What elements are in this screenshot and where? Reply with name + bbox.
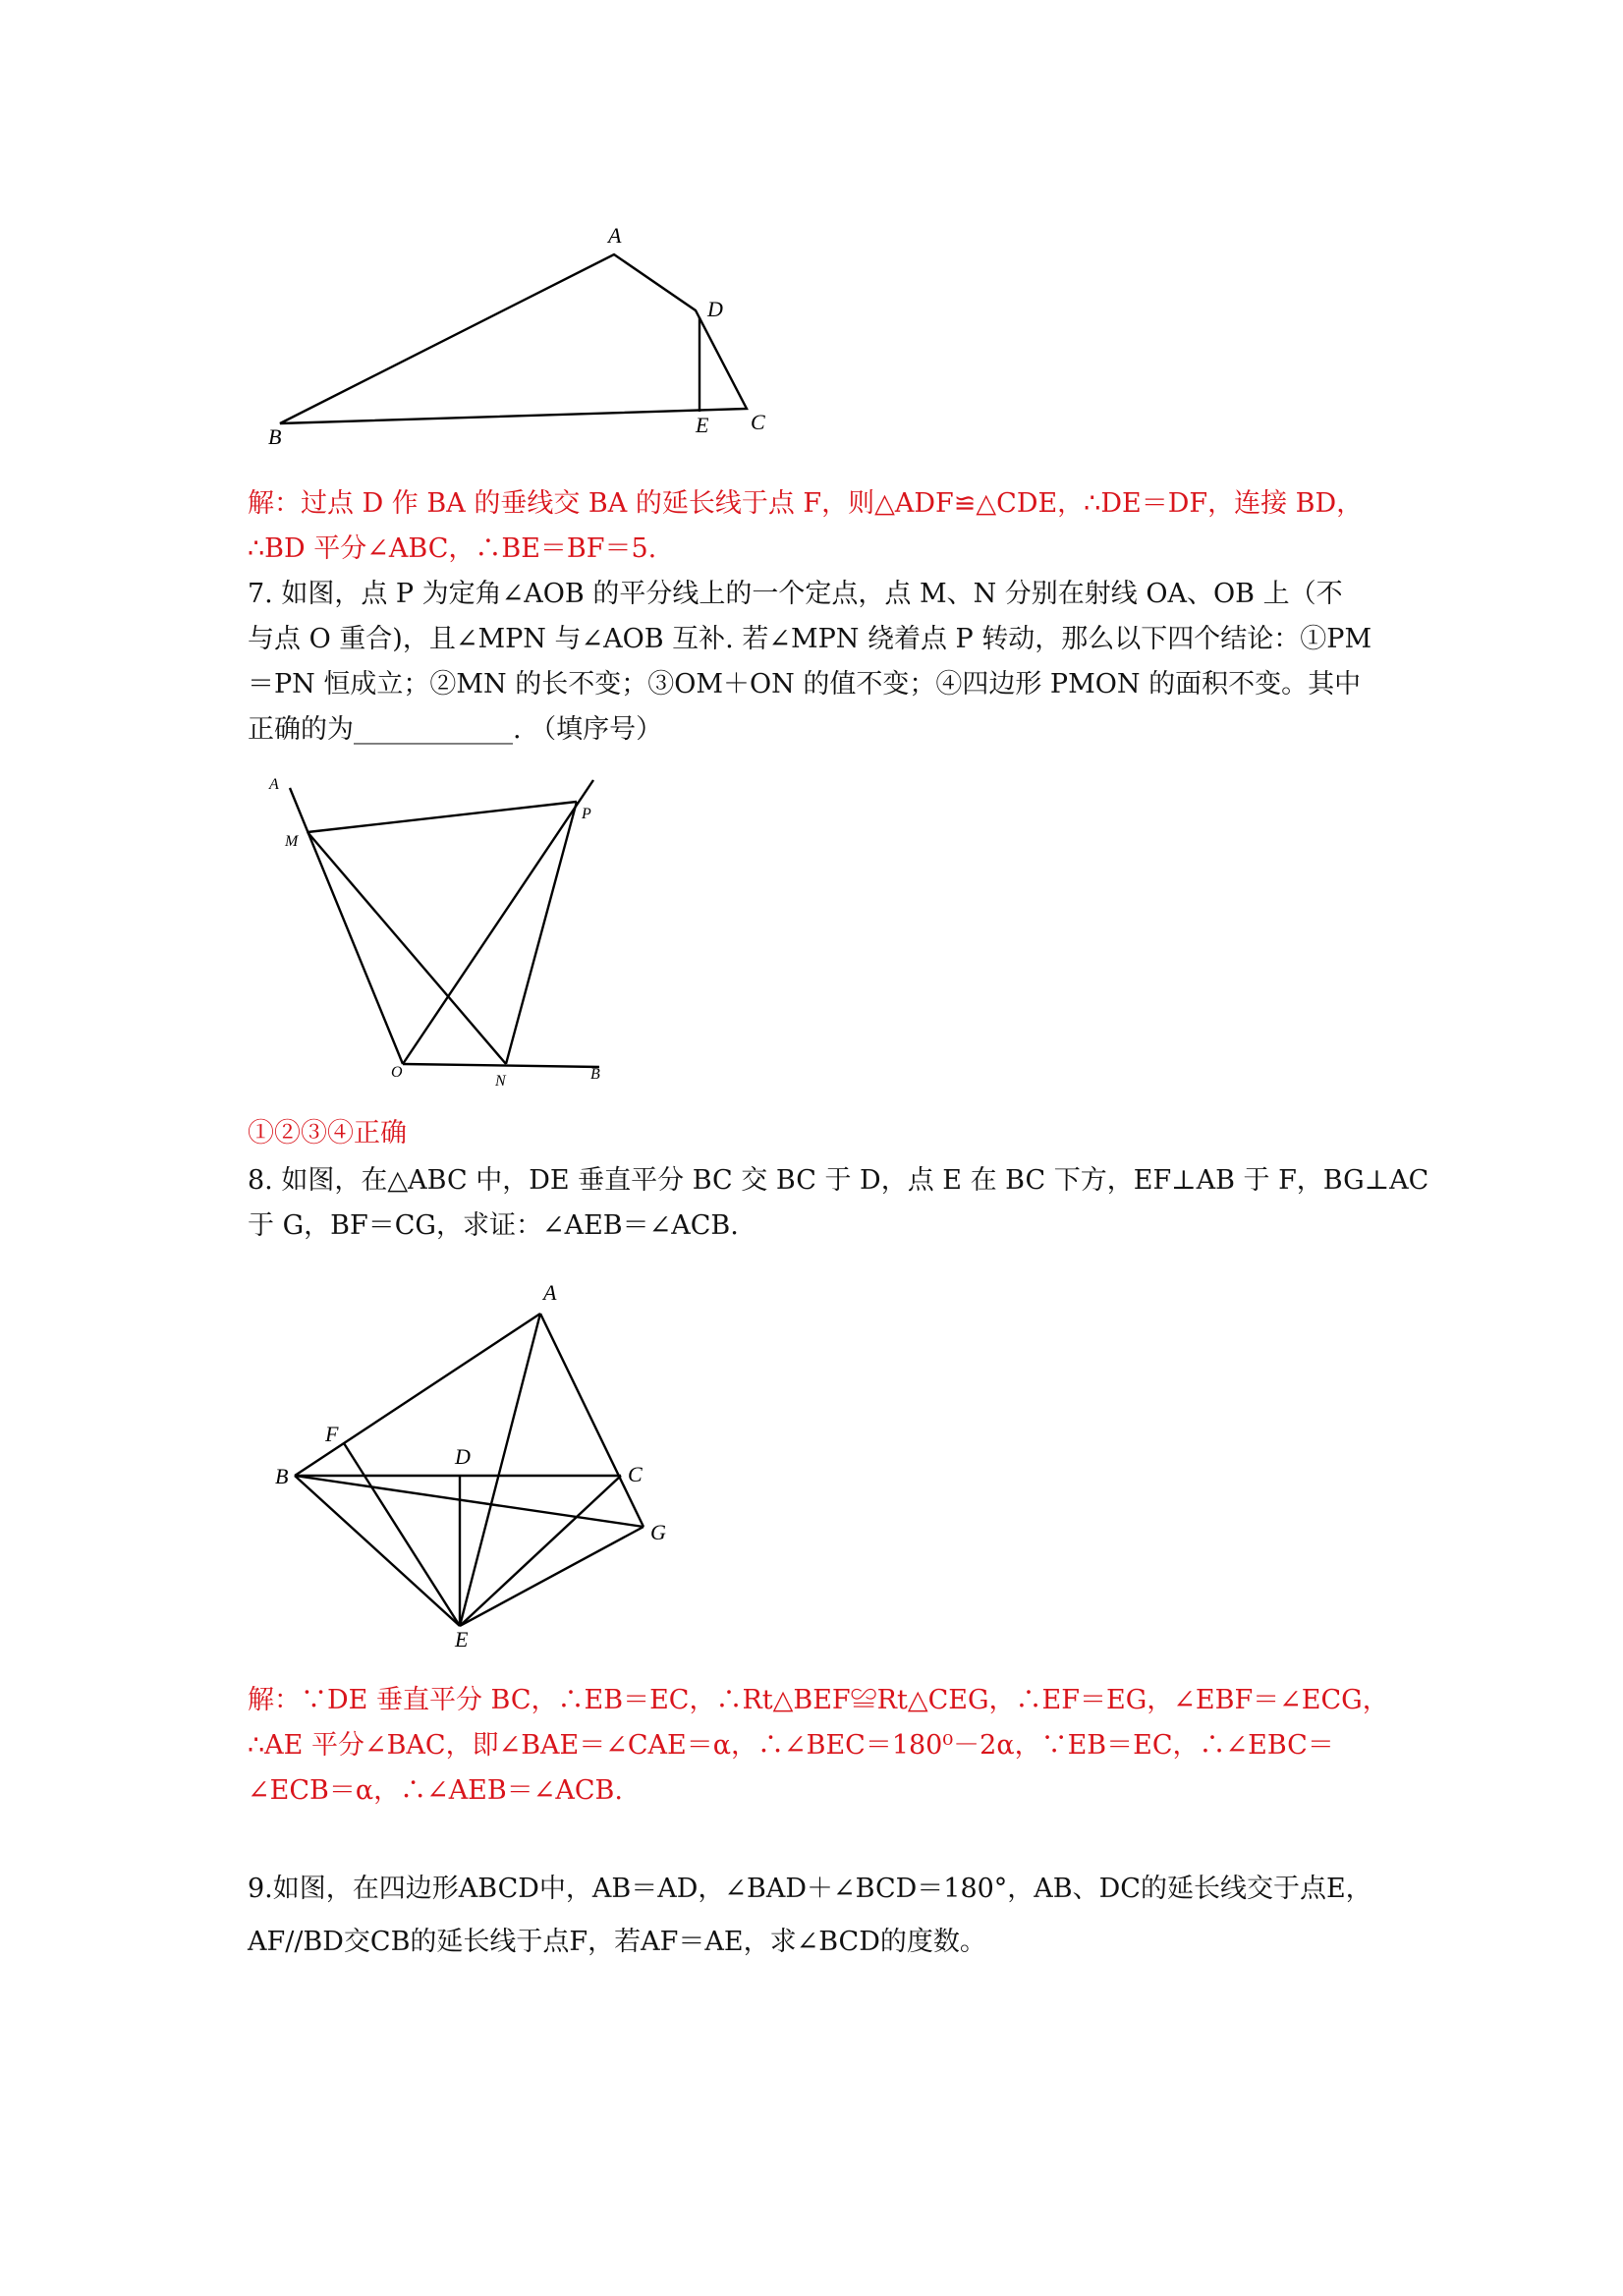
fig7-label-p: P — [582, 806, 591, 822]
solution-8-line-2: ∴AE 平分∠BAC，即∠BAE＝∠CAE＝α，∴∠BEC＝180⁰－2α，∵EB＝EC，∴∠EBC＝ — [248, 1730, 1334, 1761]
fig8-label-a: A — [543, 1280, 557, 1305]
fig7-label-a: A — [269, 776, 279, 793]
fig7-label-m: M — [285, 833, 299, 850]
fig7-label-n: N — [495, 1073, 506, 1090]
fig8-label-f: F — [325, 1422, 339, 1446]
figure-8-triangle — [265, 1277, 698, 1651]
figure-7-angle — [255, 766, 619, 1091]
solution-8-line-1: 解：∵DE 垂直平分 BC，∴EB＝EC，∴Rt△BEF≌Rt△CEG，∴EF＝EG，∠EBF＝∠ECG， — [248, 1685, 1389, 1715]
question-7-line-1: 7. 如图，点 P 为定角∠AOB 的平分线上的一个定点，点 M、N 分别在射线 OA、OB 上（不 — [248, 579, 1343, 609]
solution-6-line-2: ∴BD 平分∠ABC，∴BE＝BF＝5. — [248, 533, 657, 564]
fig6-label-d: D — [707, 297, 723, 321]
solution-8-line-3: ∠ECB＝α，∴∠AEB＝∠ACB. — [248, 1775, 623, 1806]
answer-7: ①②③④正确 — [248, 1118, 407, 1148]
question-9-line-1: 9.如图，在四边形ABCD中，AB＝AD，∠BAD＋∠BCD＝180°，AB、DC的延长线交于点E， — [248, 1874, 1372, 1904]
fig8-label-c: C — [628, 1462, 643, 1486]
question-9-line-2: AF//BD交CB的延长线于点F，若AF＝AE，求∠BCD的度数。 — [248, 1927, 986, 1957]
figure-6-quadrilateral — [246, 216, 796, 452]
solution-6-line-1: 解：过点 D 作 BA 的垂线交 BA 的延长线于点 F，则△ADF≌△CDE，∴DE＝DF，连接 BD， — [248, 488, 1364, 519]
fig6-label-c: C — [751, 410, 765, 434]
fig6-label-a: A — [608, 223, 622, 248]
question-7-line-4: 正确的为____________. （填序号） — [248, 714, 663, 745]
fig7-label-o: O — [391, 1064, 403, 1081]
fig6-label-b: B — [268, 424, 282, 449]
fig8-label-g: G — [650, 1520, 666, 1544]
fig8-label-b: B — [275, 1464, 289, 1488]
fig7-label-b: B — [590, 1066, 600, 1083]
fig6-label-e: E — [696, 413, 709, 437]
question-8-line-2: 于 G，BF＝CG，求证：∠AEB＝∠ACB. — [248, 1210, 739, 1241]
fig8-label-d: D — [455, 1444, 471, 1469]
question-7-line-2: 与点 O 重合)，且∠MPN 与∠AOB 互补. 若∠MPN 绕着点 P 转动，那么以下四个结论：①PM — [248, 624, 1372, 654]
fig8-label-e: E — [455, 1627, 469, 1652]
question-8-line-1: 8. 如图，在△ABC 中，DE 垂直平分 BC 交 BC 于 D，点 E 在 BC 下方，EF⊥AB 于 F，BG⊥AC — [248, 1165, 1429, 1196]
question-7-line-3: ＝PN 恒成立；②MN 的长不变；③OM＋ON 的值不变；④四边形 PMON 的面积不变。其中 — [248, 669, 1362, 700]
